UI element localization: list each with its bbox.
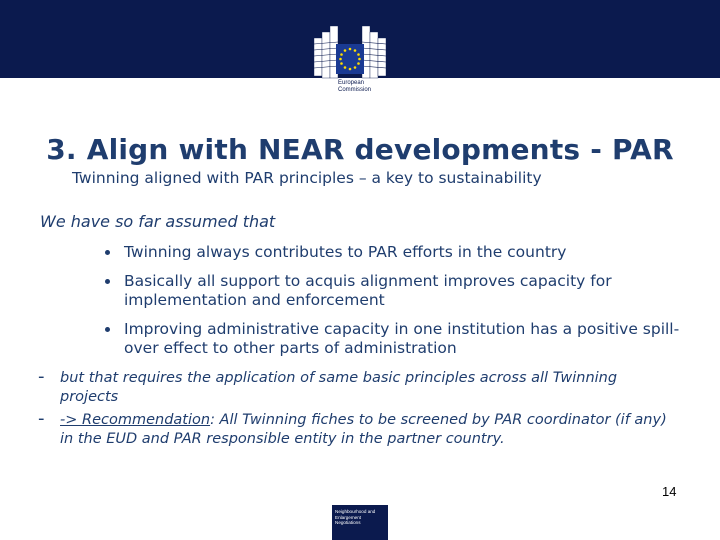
near-logo-line-1: Neighbourhood and xyxy=(335,509,376,514)
near-logo-line-2: Enlargement xyxy=(335,514,362,520)
dash-marker: - xyxy=(38,366,45,387)
recommendation-text xyxy=(38,408,668,449)
recommendation-body: : All Twinning fiches to be screened by PAR coordinator (if any) in the EUD and PAR responsible entity in the partner country. xyxy=(60,412,667,447)
org-line-1: European xyxy=(338,80,365,86)
bullet-item xyxy=(104,320,684,358)
bullet-text: Basically all support to acquis alignment improves capacity for implementation and enforcement xyxy=(124,272,612,309)
org-line-2: Commission xyxy=(338,87,372,93)
near-logo-line-3: Negotiations xyxy=(335,520,361,526)
bullet-dot-icon xyxy=(105,250,110,255)
recommendation-link[interactable]: -> Recommendation xyxy=(60,412,211,428)
bullet-text: Twinning always contributes to PAR efforts in the country xyxy=(124,243,567,261)
bullet-list xyxy=(104,243,684,368)
bullet-text: Improving administrative capacity in one institution has a positive spill-over effect to other parts of administration xyxy=(124,320,680,357)
dash-item-recommendation xyxy=(38,408,668,449)
dash-item-requirement xyxy=(38,366,668,407)
dash-text: but that requires the application of same basic principles across all Twinning projects xyxy=(60,370,618,405)
intro-text: We have so far assumed that xyxy=(40,212,276,231)
slide-title: 3. Align with NEAR developments - PAR xyxy=(46,133,674,166)
dash-marker: - xyxy=(38,408,45,429)
bullet-item xyxy=(104,272,684,310)
bullet-dot-icon xyxy=(105,327,110,332)
page-number: 14 xyxy=(662,484,677,499)
bullet-item xyxy=(104,243,684,262)
near-logo-text xyxy=(335,509,375,526)
bullet-dot-icon xyxy=(105,279,110,284)
european-commission-wordmark xyxy=(338,80,371,94)
near-dg-logo xyxy=(332,505,388,540)
slide-subtitle: Twinning aligned with PAR principles – a key to sustainability xyxy=(72,169,542,187)
